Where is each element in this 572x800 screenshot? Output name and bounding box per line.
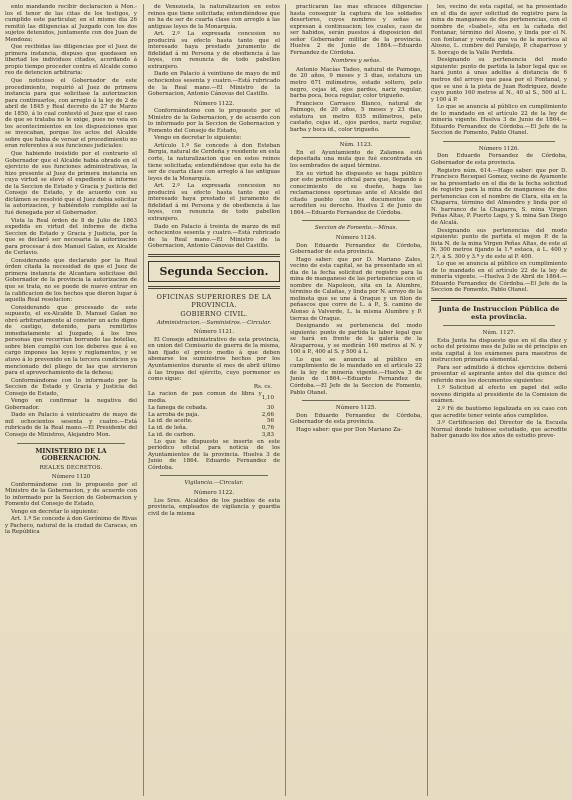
paragraph: de Venezuela, la naturalizacion en estos reinos que tiene solicitada; entendiéndose que no ha de ser de cuarta clase con arreglo á las antiguas leyes de la Monarquía. (148, 4, 280, 30)
price-value: 1,10 (261, 394, 274, 401)
paragraph: Conformándome con lo propuesto por el Ministro de la Gobernacion, y de acuerdo con lo informado por la Seccion de Gobernacion y Fomento del Consejo de Estado, (5, 481, 137, 508)
column-3 (290, 4, 422, 798)
notice-number: Número 1125. (335, 405, 377, 412)
paragraph: 2.º Fé de bautismo legalizada en su caso con que acredite tener veinte años cumplidos. (431, 405, 567, 419)
paragraph: El Consejo administrativo de esta provincia, en union del Comisario de guerra de la misma, han fijado el precio medio á que deben abonarse los suministros hechos por los Ayuntamientos durante el mes de abril último á las tropas del ejército, cuyo pormenor es como sigue: (148, 336, 280, 383)
paragraph: Dado en Palacio á veinticuatro de mayo de mil ochocientos sesenta y cuatro.—Está rubricado de la Real mano.—El Presidente del Consejo de Ministros, Alejandro Mon. (5, 412, 137, 438)
notice-category: Vigilancia.—Circular. (184, 480, 244, 487)
paragraph: Designando sus pertenencias del modo siguiente: punto de partida el mojon P. de la lista N. de la mina Virgen Peñas Altas, de este al N. 300 metros fijando la 1.ª estaca, á L. 400 y 2.ª, á S. 300 y 3.ª y de este al P. 400. (431, 227, 567, 260)
column-rule (143, 4, 144, 796)
paragraph: Que recibidas las diligencias por el Juez de primera instancia, dispuso que quedasen en libertad los individuos citados, acordando á propio tiempo proceder contra el Alcalde como reo de detencion arbitraria: (5, 44, 137, 77)
price-value: 0,76 (261, 425, 274, 432)
price-item: La id. de leña. (148, 425, 188, 432)
price-row (148, 425, 280, 432)
double-rule (431, 298, 567, 301)
paragraph: ento mandando recibir declaracion á Mon.-los el tenor de las citas de los testigos, y cumplido este particular, en el mismo dia 26 remitió las diligencias al Juzgado con los dos sujetos detenidos, juntamente con dos Juan de Mendoza; (5, 4, 137, 43)
price-row (148, 412, 280, 419)
paragraph: Antonio Macías Tadeo, natural de Paimogo, de 20 años, 9 meses y 3 dias, estatura un metro 671 milímetros, estado soltero, pelo negro, cejas id, ojos pardos, nariz regular, barba poca, boca regular, color trigueño. (290, 66, 422, 100)
paragraph: Art. 1.º Se concede á don Gerónimo de Rivas y Pacheco, natural de la ciudad de Caracas, en la República (5, 516, 137, 536)
paragraph: En su virtud he dispuesto se haga público por este periódico oficial para que, llegando á conocimiento de su dueño, haga las reclamaciones oportunas ante el Alcalde del citado pueblo con los documentos que acrediten su derecho. Huelva 2 de Junio de 1864.—Eduardo Fernandez de Córdoba. (290, 170, 422, 216)
notice-number: Número 1126. (478, 145, 520, 152)
paragraph: Art. 2.º La expresada concesion no producirá su efecto hasta tanto que el interesado haya prestado el juramento de fidelidad á mi Persona y de obediencia á las leyes, con renuncia de todo pabellon extranjero. (148, 183, 280, 222)
paragraph: Vista la Real órden de 8 de Julio de 1863 expedida en virtud del informe de dicha Seccion de Estado y Gracia y Justicia, por la que se declaró ser necesaria la autorizacion para procesar á dos Manuel Galan, ex Alcalde de Cerlavio. (5, 217, 137, 257)
paragraph: Art. 2.º La expresada concesion no producirá su efecto hasta tanto que el interesado haya prestado juramento de fidelidad á mi Persona y de obediencia á las leyes, con renuncia de todo pabellon extranjero. (148, 31, 280, 70)
paragraph: Considerando que declarado por la Real órden citada la necesidad de que el Juez de primera instancia de Alcantara solicitase del Gobernador de la provincia la autorizacion de que se trata, no se puede de nuevo entrar en la calificacion de los hechos que dieron lugar á aquella Real resolucion: (5, 257, 137, 304)
paragraph: Registro núm. 614.—Hago saber: que por D. Francisco Recequel Gomez, vecino de Ayamonte se ha presentado en el dia de la fecha solicitud de registro para la mina de manganeso de dos pertenencias con el nombre de Clara, sita en la Chaparra, término del Almendro y linda por el N. barranco de la Chaparra, S. mina Virgen Peñas Altas, P. Puerto Lago, y S. mina San Diego de Alcalá. (431, 167, 567, 226)
paragraph: Vengo en confirmar la negativa del Gobernador. (5, 398, 137, 411)
price-row (148, 405, 280, 412)
price-item: La id. de carbon. (148, 431, 196, 438)
paragraph: Vengo en decretar lo siguiente: (154, 135, 242, 142)
divider (443, 141, 555, 142)
price-units: Rs. cs. (253, 383, 272, 390)
column-2 (148, 4, 280, 798)
paragraph: Que habiendo insistido por el contrario el Gobernador que el Alcalde habia obrado en el ejercicio de sus funciones administrativas, la hizo presente al Juez de primera instancia en cuya virtud se elevó el expediente á informe de la Seccion de Estado y Gracia y Justicia del Consejo de Estado, y de acuerdo con su dictámen se resolvió que el Juez debia solicitar la autorizacion, y habiéndolo cumplido así la fué denegada por el Gobernador. (5, 151, 137, 216)
paragraph: Que noticioso el Gobernador de este procedimiento, requirió al Juez de primera instancia para que solicitase la autorizacion para continuarlos, con arreglo á la ley de 2 de abril de 1845 y Real decreto de 27 de Marzo de 1850, á lo cual contestó el Juez que el caso de que se trataba no le exige, pues no veia en los acontecimientos en los dispusiciones que se invocaban, porque los actos del Alcalde sobre que habia de versar el procedimiento no eran referentes á sus funciones judiciales: (5, 78, 137, 150)
price-table (148, 391, 280, 439)
column-4 (431, 4, 567, 798)
price-value: 3,83 (261, 431, 274, 438)
price-item: La id. de aceite. (148, 418, 193, 425)
paragraph: practicarán las mas eficaces diligencias hasta conseguir la captura de los soldados desertores, cuyos nombres y señas se expresan á continuacion; los cuales, caso de ser habidos, serán puestos á disposicion del señor Gobernador militar de la provincia. Huelva 2 de Junio de 1864.—Eduardo Fernandez de Córdoba. (290, 4, 422, 56)
notice-number: Núm. 1127. (482, 329, 516, 336)
divider (302, 400, 410, 401)
paragraph: Francisco Carrasco Blanco, natural de Paimogo, de 20 años, 5 meses y 23 dias, estatura un metro 635 milímetros, pelo castaño, cejas id., ojos pardos, nariz regular, barba y boca id., color trigueño. (290, 100, 422, 133)
price-row (148, 432, 280, 439)
paragraph: Designando su pertenencia del modo siguiente: punto de partida la labor legal que se hará en frente de la galería de la Alcaparrosa, y se medirán 160 metros al N. y 100 á P., 400 al S. y 500 á L. (290, 323, 422, 356)
divider (160, 475, 268, 476)
notice-category: Administracion.—Suministros.—Circular. (156, 319, 272, 326)
notice-number: Número 1122. (193, 490, 235, 497)
price-value: 30 (267, 404, 274, 411)
paragraph: Lo que se anuncia al público en cumplimiento de lo mandado en el artículo 22 de la ley de minería vigente.—Huelva 3 de Junio de 1864.—Eduardo Fernandez de Córdoba.—El Jefe de la Seccion de Fomento, Pablo Otanel. (290, 356, 422, 396)
double-rule (148, 254, 280, 257)
paragraph: Lo que se anuncia al público en cumplimiento de lo mandado en el artículo 22 de la ley de minería vigente. —Huelva 3 de Abril de 1864.—Eduardo Fernandez de Córdoba.—El Jefe de la Seccion de Fomento, Pablo Otanel. (431, 261, 567, 294)
paragraph: Para ser admitido á dichos ejercicios deberá presentar el aspirante antes del dia quince del referido mes los documentos siguientes: (431, 364, 567, 384)
notice-number: Número 1124. (335, 234, 377, 241)
paragraph: Conformándome con lo informado por la Seccion de Estado y Gracia y Justicia del Consejo de Estado, (5, 377, 137, 397)
divider (302, 220, 410, 221)
section-heading-ministerio: MINISTERIO DE LA GOBERNACION. (35, 446, 107, 463)
paragraph: Don Eduardo Fernandez de Córdoba, Gobernador de esta provincia. (290, 412, 422, 426)
section-box-title: Segunda Seccion. (148, 261, 280, 282)
divider (17, 443, 125, 444)
price-value: 2,66 (261, 411, 274, 418)
paragraph: Esta Junta ha dispuesto que en el dia diez y ocho del próximo mes de Julio se dé principio en esta capital á los exámenes para maestros de instruccion primaria elemental. (431, 337, 567, 364)
notice-number: Número 1120 (51, 474, 91, 481)
notice-number: Número 1121. (193, 329, 235, 336)
subheading-nombres: Nombres y señas. (331, 58, 381, 65)
paragraph: Hago saber: que por D. Mariano Zales, vecino de esta capital, se ha presentado en el dia de la fecha solicitud de registro para la mina de manganeso de las pertenencias con el nombre de Napoleon, sita en la Alumbre, término de Calañas, y linda por N. arroyo de la molineta que se une á Oraque y un filon de peñascos que corre de L. á P., S. camino de Alonso á Valverde, L. la misma Alumbre y P. tierras de Oraque. (290, 256, 422, 322)
paragraph: En el Ayuntamiento de Zalamea está depositada una mula que fué encontrada en los sembrados de aquel término. (290, 149, 422, 170)
subheading-reales-decretos: REALES DECRETOS. (39, 464, 103, 471)
paragraph: Dado en Palacio á veintiuno de mayo de mil ochocientos sesenta y cuatro.—Está rubricado de la Real mano.—El Ministro de la Gobernacion, Antonio Cánovas del Castillo. (148, 71, 280, 98)
section-subtitle: OFICINAS SUPERIORES DE LA PROVINCIA. (156, 292, 272, 309)
paragraph: Vengo en decretar lo siguiente: (11, 508, 99, 515)
column-rule (285, 4, 286, 796)
paragraph: Lo que se anuncia al público en cumplimiento de lo mandado en el artículo 22 de la ley de minería vigente. Huelva 3 de Junio de 1864.—Eduardo Fernandez de Córdoba.—El Jefe de la Seccion de Fomento, Pablo Otanel. (431, 104, 567, 137)
paragraph: Designando su pertenencia del modo siguiente: punto de partida la labor legal que se hará junto á unas adelfas á distancia de 6 metros del arroyo que pasa por el Fontanal, y que se une á la pista de Juan Rodriguez, desde cuyo punto 160 metros al N., 40 al S., 500 al L. y 100 á P. (431, 57, 567, 103)
notice-category: Seccion de Fomento.—Minas. (314, 225, 398, 232)
paragraph: Lo que he dispuesto se inserte en este periódico oficial para noticia de los Ayuntamientos de la provincia. Huelva 3 de Junio de 1864. Eduardo Fernandez de Córdoba. (148, 438, 280, 471)
paragraph: Don Eduardo Fernandez de Córdoba, Gobernador de esta provincia. (431, 153, 567, 167)
section-subtitle: GOBIERNO CIVIL. (180, 309, 248, 318)
paragraph: Don Eduardo Fernandez de Córdoba, Gobernador de esta provincia. (290, 242, 422, 256)
price-row (148, 391, 280, 405)
paragraph: 3.º Certificacion del Director de la Escuela Normal donde hubiese estudiado, que acredite haber ganado los dos años de estudio preve- (431, 420, 567, 440)
price-item: La racion de pan comun de libra y media. (148, 391, 262, 404)
paragraph: Conformándome con lo propuesto por el Ministro de la Gobernacion, y de acuerdo con lo informado por la Seccion de Gobernacion y Fomento del Consejo de Estado, (148, 108, 280, 134)
price-item: La arroba de paja. (148, 411, 200, 418)
paragraph: Los Sres. Alcaldes de los pueblos de esta provincia, empleados de vigilancia y guardia civil de la misma (148, 497, 280, 517)
paragraph: Artículo 1.º Se concede á don Esteban Bergia, natural de Cerdeña y residente en esta corte, la naturalizacion que en estos reinos tiene solicitada; entendiéndose que esta ha de ser de cuarta clase con arreglo á las antiguas leyes de la Monarquía. (148, 142, 280, 182)
paragraph: Dado en Palacio á treinta de marzo de mil ochocientos sesenta y cuatro.—Está rubricado de la Real mano.—El Ministro de la Gobernacion, Antonio Cánovas del Castillo. (148, 223, 280, 250)
paragraph: 1.º Solicitud al efecto en papel del sello noveno dirigida al presidente de la Comision de exámen. (431, 385, 567, 405)
divider (443, 325, 555, 326)
divider (302, 137, 410, 138)
paragraph: Hago saber: que por Don Mariano Za- (296, 426, 403, 433)
section-heading-junta: Junta de Instruccion Pública de esta provincia. (438, 304, 560, 321)
price-item: La fanega de cebada. (148, 404, 208, 411)
double-rule (148, 286, 280, 289)
column-1 (5, 4, 137, 798)
column-rule (427, 4, 428, 796)
paragraph: les, vecino de esta capital, se ha presentado en el dia de ayer solicitud de registro para la mina de manganeso de dos pertenencias, con el nombre de «Isabel», sita en la cañada del Fontanar, término del Alosno, y linda por el N. con fontanar y vereda que va de la morisca al Alosno, L. cumbre del Paralejo, P. chaparroso y S. horcajo de la Valle Perdida. (431, 4, 567, 56)
notice-number: Núm. 1123. (339, 142, 373, 149)
paragraph: Considerando que procesado de este supuesto, el ex-Alcalde D. Manuel Galan no obró arbitrariamente al cometer un acto digno de castigo, detenido, para remitirlos inmediatamente al Juzgado, á los tres personas que recorrian borrando las botellas, sobre bien cumplió con los deberes que á su cargo impones las leyes y reglamentos, y se atuvo á lo prevenido en la tercera condicion ya mencionado del pliego de las que sirvieron para el aprovechamiento de la dehesa; (5, 304, 137, 377)
notice-number: Número 1122. (193, 100, 235, 107)
price-value: 56 (267, 418, 274, 425)
